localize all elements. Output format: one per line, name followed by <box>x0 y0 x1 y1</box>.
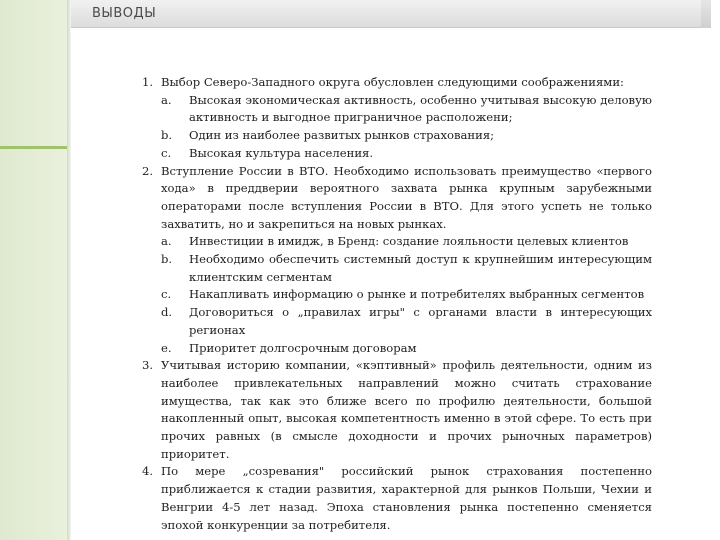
slide-header-bar <box>71 0 711 28</box>
list-item-number: 3. <box>142 358 154 373</box>
sub-list-item <box>142 233 652 251</box>
sidebar-accent-line <box>0 146 67 149</box>
list-item <box>142 463 652 534</box>
sub-item-letter: d. <box>161 305 173 320</box>
sub-item-text: Приоритет долгосрочным договорам <box>189 340 417 355</box>
list-item <box>142 74 652 92</box>
sidebar-shadow <box>67 0 71 540</box>
sub-item-text: Инвестиции в имидж, в Бренд: создание лояльности целевых клиентов <box>189 234 629 249</box>
sub-list-item <box>142 145 652 163</box>
sub-list-item <box>142 251 652 286</box>
list-item <box>142 163 652 234</box>
sub-item-letter: e. <box>161 340 172 355</box>
list-item-text: Вступление России в ВТО. Необходимо использовать преимущество «первого хода» в преддверии вероятного захвата рынка крупным зарубежными операторами после вступления России в ВТО. Для этого успеть не только захватить, но и закрепиться на новых рынках. <box>161 163 652 231</box>
list-item-number: 4. <box>142 464 154 479</box>
sub-item-text: Высокая культура населения. <box>189 145 374 160</box>
left-decorative-sidebar <box>0 0 67 540</box>
list-item-text: Учитывая историю компании, «кэптивный» профиль деятельности, одним из наиболее привлекательных направлений можно считать страхование имущества, так как это ближе всего по профилю деятельности, большой накопленный опыт, высокая компетентность именно в этой сфере. То есть при прочих равных (в смысле доходности и прочих рыночных параметров) приоритет. <box>161 358 652 461</box>
sub-item-letter: a. <box>161 92 172 107</box>
list-item <box>142 357 652 463</box>
list-item-text: По мере „созревания" российский рынок страхования постепенно приближается к стадии развития, характерной для рынков Польши, Чехии и Венгрии 4-5 лет назад. Эпоха становления рынка постепенно сменяется эпохой конкуренции за потребителя. <box>161 464 652 532</box>
list-item-number: 2. <box>142 163 154 178</box>
sub-list-item <box>142 127 652 145</box>
sub-item-text: Высокая экономическая активность, особенно учитывая высокую деловую активность и выгодное приграничное расположени; <box>189 92 652 125</box>
list-item-number: 1. <box>142 75 154 89</box>
conclusions-list <box>142 74 652 534</box>
sub-item-text: Необходимо обеспечить системный доступ к крупнейшим интересующим клиентским сегментам <box>189 252 652 284</box>
sub-item-letter: b. <box>161 252 173 267</box>
sub-list-item <box>142 286 652 304</box>
sub-item-letter: b. <box>161 128 173 143</box>
sub-item-letter: c. <box>161 287 172 302</box>
sub-list-item <box>142 92 652 127</box>
sub-item-letter: c. <box>161 145 172 160</box>
sub-item-text: Накапливать информацию о рынке и потребителях выбранных сегментов <box>189 287 645 302</box>
sub-item-text: Один из наиболее развитых рынков страхования; <box>189 128 495 143</box>
slide-title: ВЫВОДЫ <box>92 6 157 21</box>
sub-list-item <box>142 304 652 339</box>
sub-list-item <box>142 340 652 358</box>
sub-item-text: Договориться о „правилах игры" с органами власти в интересующих регионах <box>189 305 652 337</box>
list-item-text: Выбор Северо-Западного округа обусловлен следующими соображениями: <box>161 75 624 89</box>
header-corner <box>701 0 711 28</box>
sub-item-letter: a. <box>161 234 172 249</box>
